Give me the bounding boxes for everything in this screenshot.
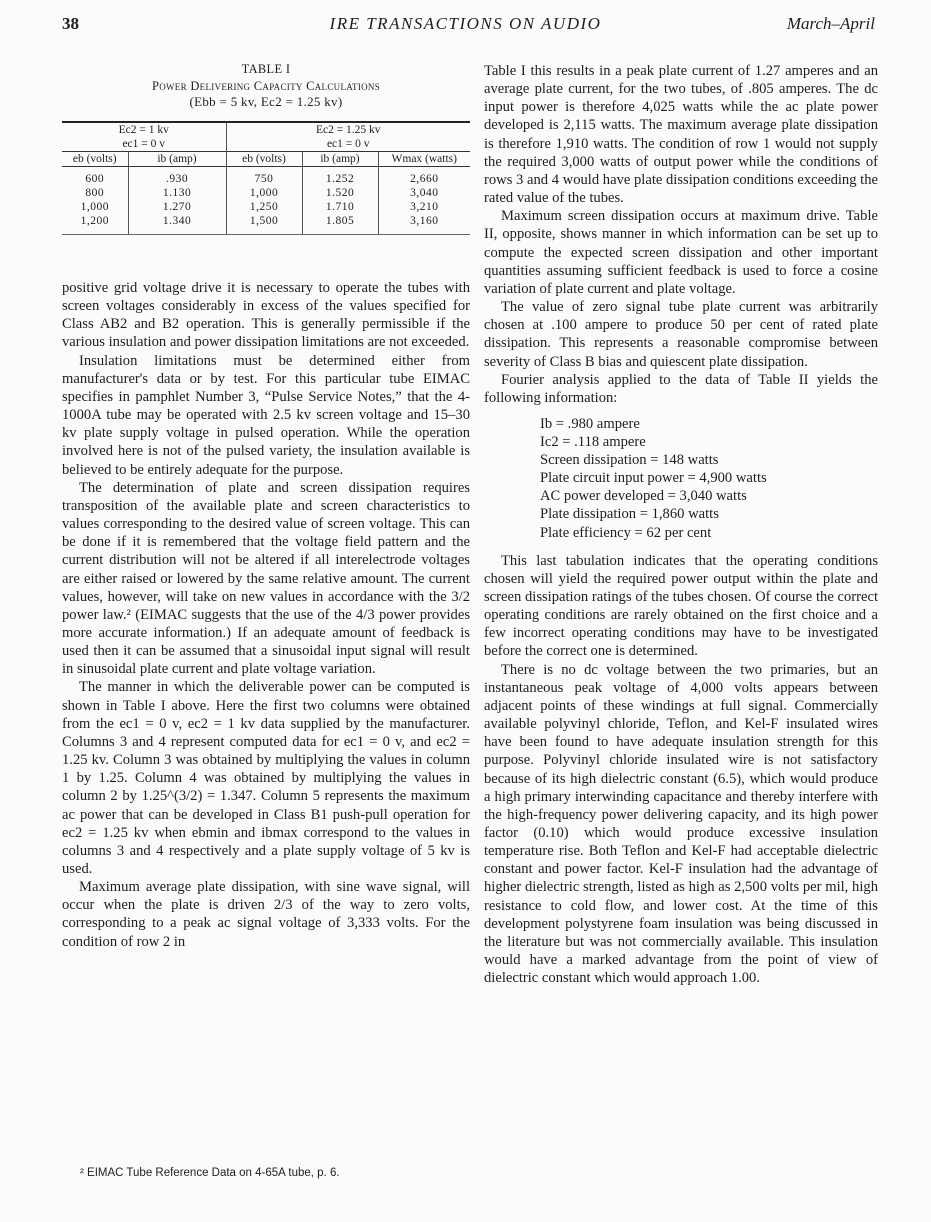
fourier-results-list bbox=[540, 415, 878, 542]
group-1-line2: ec1 = 0 v bbox=[122, 138, 166, 150]
table-cell: 3,040 bbox=[378, 186, 470, 200]
body-paragraph: This last tabulation indicates that the operating conditions chosen will yield the required power output within the plate and screen dissipation ratings of the tubes chosen. Of course the correct operating conditions are rarely obtained on the first choice and a few incorrect operating conditions may have to be investigated before the correct one is determined. bbox=[484, 552, 878, 660]
table-subtitle: (Ebb = 5 kv, Ec2 = 1.25 kv) bbox=[189, 94, 343, 109]
table-title: Power Delivering Capacity Calculations bbox=[151, 79, 381, 93]
body-paragraph: The value of zero signal tube plate current was arbitrarily chosen at .100 ampere to produce 50 per cent of rated plate dissipation. This represents a reasonable compromise between severity of Class B bias and quiescent plate dissipation. bbox=[484, 299, 878, 370]
table-cell: 1,000 bbox=[226, 186, 302, 200]
table-block bbox=[62, 62, 470, 235]
running-header: IRE TRANSACTIONS ON AUDIO bbox=[329, 14, 602, 33]
result-line: Ic2 = .118 ampere bbox=[540, 434, 646, 451]
body-paragraph: positive grid voltage drive it is necessary to operate the tubes with screen voltages considerably in excess of the values specified for Class AB2 and B2 operation. This is generally permissible if the various insulation and power dissipation limitations are not exceeded. bbox=[62, 280, 470, 351]
table-label: TABLE I bbox=[241, 62, 291, 76]
body-paragraph: Insulation limitations must be determined either from manufacturer's data or by test. For this particular tube EIMAC specifies in pamphlet Number 3, “Pulse Service Notes,” that the 4-1000A tube may be operated with 2.5 kv screen voltage and 15–30 kv plate supply voltage in pulsed operation. While the operation involved here is not of the pulsed variety, the insulation available is believed to be entirely adequate for the purpose. bbox=[62, 352, 470, 478]
table-cell: 2,660 bbox=[378, 167, 470, 187]
table-cell: 1,200 bbox=[62, 214, 128, 235]
group-1-line1: Ec2 = 1 kv bbox=[118, 124, 169, 136]
footnote: ² EIMAC Tube Reference Data on 4-65A tube, p. 6. bbox=[80, 1167, 340, 1179]
column-header: eb (volts) bbox=[226, 152, 302, 167]
table-cell: 1.710 bbox=[302, 200, 378, 214]
table-cell: 3,210 bbox=[378, 200, 470, 214]
body-paragraph: Maximum screen dissipation occurs at maximum drive. Table II, opposite, shows manner in which information can be set up to compute the expected screen dissipation and other important quantities assuming sufficient feedback is used to force a cosine variation of plate current and plate voltage. bbox=[484, 208, 878, 297]
result-line: Screen dissipation = 148 watts bbox=[540, 452, 719, 469]
table-cell: 1.130 bbox=[128, 186, 226, 200]
result-line: Plate dissipation = 1,860 watts bbox=[540, 506, 719, 523]
table-cell: 1,000 bbox=[80, 201, 109, 213]
group-2-line1: Ec2 = 1.25 kv bbox=[315, 124, 381, 136]
group-2-line2: ec1 = 0 v bbox=[326, 138, 370, 150]
table-row bbox=[62, 214, 470, 235]
table-cell: 800 bbox=[85, 187, 105, 199]
body-paragraph: The determination of plate and screen dissipation requires transposition of the available plate and screen characteristics to values corresponding to the desired value of screen voltage. This can be done if it is remembered that the voltage field pattern and the current distribution will not be altered if all interelectrode voltages are either raised or lowered by the same relative amount. The current values, however, will take on new values in accordance with the 3/2 power law.² (EIMAC suggests that the use of the 4/3 power provides more accurate information.) If an adequate amount of feedback is used then it can be assumed that a sinusoidal input signal will result in sinusoidal plate current and plate voltage variation. bbox=[62, 479, 470, 678]
body-paragraph: Table I this results in a peak plate current of 1.27 amperes and an average plate current, for the two tubes, of .805 amperes. The dc input power is therefore 4,025 watts while the ac plate power developed is 2,115 watts. The maximum average plate dissipation is therefore 1,910 watts. The condition of row 1 would not supply the required 3,000 watts of output power while the conditions of rows 3 and 4 would have plate dissipation conditions exceeding the rated value of the tubes. bbox=[484, 63, 878, 207]
data-table bbox=[62, 121, 470, 235]
result-line: Ib = .980 ampere bbox=[540, 415, 640, 432]
result-line: AC power developed = 3,040 watts bbox=[540, 488, 747, 505]
group-2-header bbox=[226, 122, 470, 152]
table-cell: 1.520 bbox=[302, 186, 378, 200]
table-cell: 1.805 bbox=[302, 214, 378, 235]
table-cell: 3,160 bbox=[378, 214, 470, 235]
table-cell: 1.270 bbox=[128, 200, 226, 214]
left-body-text bbox=[62, 279, 470, 951]
result-line: Plate efficiency = 62 per cent bbox=[540, 524, 712, 541]
table-row bbox=[62, 167, 470, 187]
table-cell: 1.340 bbox=[128, 214, 226, 235]
table-cell: 1,250 bbox=[226, 200, 302, 214]
body-paragraph: There is no dc voltage between the two primaries, but an instantaneous peak voltage of 4,000 volts appears between adjacent points of these windings at full signal. Commercially available polyvinyl chloride, Teflon, and Kel-F insulated wires have been found to have adequate insulation strength for this purpose. Polyvinyl chloride insulated wire is not satisfactory because of its high dielectric constant (6.5), which would produce a high primary interwinding capacitance and thereby interfere with the high-frequency power delivering capacity, and its high power factor (0.10) which would produce excessive insulation temperature rise. Both Teflon and Kel-F had acceptable dielectric constant and power factor. Kel-F insulation had the advantage of higher dielectric strength, listed as high as 2,500 volts per mil, high resistance to cold flow, and lower cost. At the time of this development polystyrene foam insulation was being discussed in the literature but was not commercially available. This insulation would have a marked advantage from the point of view of dielectric constant which would approach 1.00. bbox=[484, 661, 878, 987]
table-cell: .930 bbox=[128, 167, 226, 187]
column-header: Wmax (watts) bbox=[378, 152, 470, 167]
table-cell: 600 bbox=[85, 173, 105, 185]
group-1-header bbox=[62, 122, 226, 152]
page-number: 38 bbox=[62, 14, 79, 33]
left-column bbox=[62, 62, 470, 951]
table-row bbox=[62, 186, 470, 200]
body-paragraph: Maximum average plate dissipation, with sine wave signal, will occur when the plate is driven 2/3 of the way to zero volts, corresponding to a peak ac signal voltage of 3,333 volts. For the condition of row 2 in bbox=[62, 879, 470, 950]
right-column bbox=[484, 62, 878, 987]
column-header: eb (volts) bbox=[62, 152, 128, 167]
column-header: ib (amp) bbox=[302, 152, 378, 167]
column-header: ib (amp) bbox=[128, 152, 226, 167]
table-row bbox=[62, 200, 470, 214]
issue-date: March–April bbox=[786, 14, 875, 33]
body-paragraph: The manner in which the deliverable power can be computed is shown in Table I above. Here the first two columns were obtained from the ec1 = 0 v, ec2 = 1 kv data supplied by the manufacturer. Columns 3 and 4 represent computed data for ec1 = 0 v, and ec2 = 1.25 kv. Column 3 was obtained by multiplying the values in column 1 by 1.25. Column 4 was obtained by multiplying the values in column 2 by 1.25^(3/2) = 1.347. Column 5 represents the maximum ac power that can be developed in Class B1 push-pull operation for ec2 = 1.25 kv when ebmin and ibmax correspond to the values in columns 3 and 4 respectively and a plate supply voltage of 5 kv is used. bbox=[62, 679, 470, 877]
body-paragraph: Fourier analysis applied to the data of Table II yields the following information: bbox=[484, 371, 878, 406]
result-line: Plate circuit input power = 4,900 watts bbox=[540, 470, 767, 487]
table-cell: 1,500 bbox=[226, 214, 302, 235]
table-cell: 1.252 bbox=[302, 167, 378, 187]
table-cell: 750 bbox=[226, 167, 302, 187]
